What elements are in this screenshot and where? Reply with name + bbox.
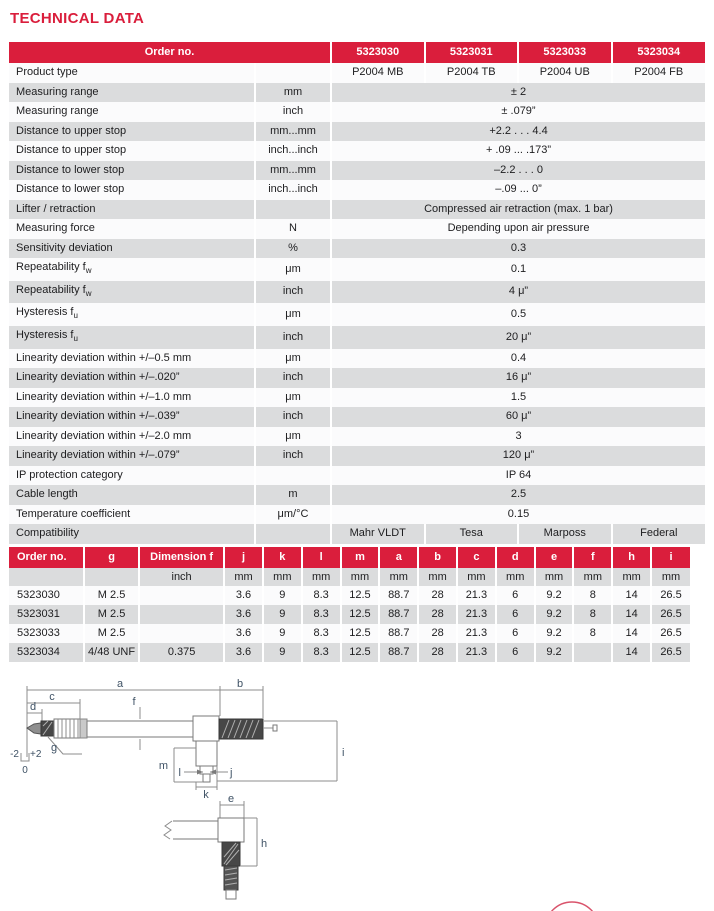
dim-row-5323034 <box>9 643 690 662</box>
spec-unit: mm...mm <box>255 161 331 181</box>
dim-unit: mm <box>302 568 341 586</box>
spec-param-label: Distance to upper stop <box>9 122 255 142</box>
spec-value: P2004 TB <box>425 63 519 83</box>
dim-label-l: l <box>178 767 181 779</box>
dim-label-d: d <box>29 701 37 713</box>
dim-value: 0.375 <box>139 643 224 662</box>
spec-row-17 <box>9 407 705 427</box>
dim-header-m: m <box>341 547 380 568</box>
spec-row-5 <box>9 161 705 181</box>
dim-value: 21.3 <box>457 605 496 624</box>
spec-value-span: 0.3 <box>331 239 705 259</box>
scale-zero: 0 <box>22 765 28 776</box>
dim-header-b: b <box>418 547 457 568</box>
spec-value-span: ± .079” <box>331 102 705 122</box>
dim-value: 28 <box>418 624 457 643</box>
spec-param-label: Distance to upper stop <box>9 141 255 161</box>
dim-value: 28 <box>418 605 457 624</box>
dim-value: 8.3 <box>302 605 341 624</box>
dim-value: 8.3 <box>302 643 341 662</box>
spec-value-span: 1.5 <box>331 388 705 408</box>
spec-param-label: Linearity deviation within +/–2.0 mm <box>9 427 255 447</box>
spec-table <box>9 42 705 544</box>
spec-row-11 <box>9 281 705 304</box>
spec-row-20 <box>9 466 705 486</box>
dim-value: 88.7 <box>379 624 418 643</box>
spec-param-label: Measuring range <box>9 102 255 122</box>
connector-mid <box>200 766 213 774</box>
spec-table-body <box>9 63 705 544</box>
dim-value: 26.5 <box>651 586 690 605</box>
spec-value-span: 0.4 <box>331 349 705 369</box>
dim-value: 3.6 <box>224 586 263 605</box>
spec-header-order-5323033: 5323033 <box>518 42 612 63</box>
dim-unit: mm <box>457 568 496 586</box>
dim-value: 14 <box>612 605 651 624</box>
dim-label-i: i <box>342 747 345 759</box>
spec-value-span: +2.2 . . . 4.4 <box>331 122 705 142</box>
dim-label-e: e <box>227 793 235 805</box>
dim-row-5323030 <box>9 586 690 605</box>
dim-unit: mm <box>573 568 612 586</box>
spec-unit: μm <box>255 258 331 281</box>
spec-unit: % <box>255 239 331 259</box>
spec-value-span: 3 <box>331 427 705 447</box>
spec-row-6 <box>9 180 705 200</box>
spec-value-span: 20 μ” <box>331 326 705 349</box>
spec-row-3 <box>9 122 705 142</box>
spec-row-13 <box>9 326 705 349</box>
dimension-drawing <box>0 676 714 911</box>
dim-value: 88.7 <box>379 605 418 624</box>
dim-unit: mm <box>418 568 457 586</box>
side-cap <box>226 890 236 899</box>
dim-header-g: g <box>84 547 139 568</box>
dim-value: 5323030 <box>9 586 84 605</box>
dim-value: 28 <box>418 586 457 605</box>
dim-value: 14 <box>612 624 651 643</box>
spec-unit: μm <box>255 427 331 447</box>
spec-row-7 <box>9 200 705 220</box>
spec-unit: inch <box>255 407 331 427</box>
dim-label-c: c <box>49 691 55 703</box>
spec-value-span: Compressed air retraction (max. 1 bar) <box>331 200 705 220</box>
spec-value-span: 4 μ” <box>331 281 705 304</box>
spec-row-8 <box>9 219 705 239</box>
dim-value: 26.5 <box>651 605 690 624</box>
spec-param-label: Temperature coefficient <box>9 505 255 525</box>
spec-param-label: Linearity deviation within +/–.079” <box>9 446 255 466</box>
spec-value-span: 0.1 <box>331 258 705 281</box>
dim-value: 5323033 <box>9 624 84 643</box>
dim-value: 26.5 <box>651 624 690 643</box>
spec-row-15 <box>9 368 705 388</box>
dim-value: 21.3 <box>457 586 496 605</box>
spec-value: Federal <box>612 524 706 544</box>
spec-param-label: Compatibility <box>9 524 255 544</box>
dim-unit: mm <box>379 568 418 586</box>
spec-row-16 <box>9 388 705 408</box>
dim-unit: inch <box>139 568 224 586</box>
dim-value: 6 <box>496 605 535 624</box>
dim-value: 8.3 <box>302 586 341 605</box>
probe-pin <box>273 725 277 731</box>
dimension-table <box>9 547 690 662</box>
scale-plus2: +2 <box>30 749 42 760</box>
spec-value: P2004 MB <box>331 63 425 83</box>
spec-param-label: Measuring range <box>9 83 255 103</box>
spec-param-label: Sensitivity deviation <box>9 239 255 259</box>
dim-unit: mm <box>535 568 574 586</box>
spec-param-label: Product type <box>9 63 255 83</box>
dim-value: 9 <box>263 643 302 662</box>
probe-head <box>193 716 219 741</box>
spec-header-order-5323031: 5323031 <box>425 42 519 63</box>
spec-param-label: Linearity deviation within +/–.039” <box>9 407 255 427</box>
spec-value-span: 0.5 <box>331 303 705 326</box>
spec-value-span: ± 2 <box>331 83 705 103</box>
dim-label-m: m <box>158 760 168 772</box>
spec-param-label: Linearity deviation within +/–1.0 mm <box>9 388 255 408</box>
dim-unit: mm <box>651 568 690 586</box>
spec-row-10 <box>9 258 705 281</box>
spec-param-label: Measuring force <box>9 219 255 239</box>
spec-unit: N <box>255 219 331 239</box>
spec-value-span: 2.5 <box>331 485 705 505</box>
dim-value: 12.5 <box>341 624 380 643</box>
spec-param-label: Distance to lower stop <box>9 180 255 200</box>
dim-value: M 2.5 <box>84 586 139 605</box>
spec-row-19 <box>9 446 705 466</box>
dim-value: 28 <box>418 643 457 662</box>
dim-header-e: e <box>535 547 574 568</box>
spec-param-label: IP protection category <box>9 466 255 486</box>
dim-value: 8.3 <box>302 624 341 643</box>
dim-value: 3.6 <box>224 643 263 662</box>
dim-value: 12.5 <box>341 586 380 605</box>
dim-value: 3.6 <box>224 624 263 643</box>
spec-unit: inch <box>255 446 331 466</box>
dim-label-k: k <box>203 789 209 801</box>
spec-param-label: Lifter / retraction <box>9 200 255 220</box>
dim-value: M 2.5 <box>84 605 139 624</box>
spec-unit: inch <box>255 281 331 304</box>
dim-header-Dimension f: Dimension f <box>139 547 224 568</box>
spec-unit: inch...inch <box>255 141 331 161</box>
spec-param-label: Linearity deviation within +/–0.5 mm <box>9 349 255 369</box>
dimension-drawing-front <box>10 678 344 801</box>
dim-unit: mm <box>612 568 651 586</box>
dim-header-c: c <box>457 547 496 568</box>
spec-row-4 <box>9 141 705 161</box>
dim-row-5323031 <box>9 605 690 624</box>
spec-param-label: Repeatability $f_w$ <box>9 258 255 281</box>
spec-row-18 <box>9 427 705 447</box>
spec-unit <box>255 466 331 486</box>
spec-header-order-no: Order no. <box>9 42 331 63</box>
dim-value: M 2.5 <box>84 624 139 643</box>
dim-header-a: a <box>379 547 418 568</box>
spec-value-span: –.09 ... 0” <box>331 180 705 200</box>
dim-value: 6 <box>496 586 535 605</box>
spec-row-14 <box>9 349 705 369</box>
dim-value: 9.2 <box>535 586 574 605</box>
side-block <box>218 818 244 842</box>
spec-unit <box>255 524 331 544</box>
spec-value-span: –2.2 . . . 0 <box>331 161 705 181</box>
spec-param-label: Distance to lower stop <box>9 161 255 181</box>
dim-unit <box>84 568 139 586</box>
dim-header-d: d <box>496 547 535 568</box>
dim-value: 14 <box>612 586 651 605</box>
spec-param-label: Repeatability $f_w$ <box>9 281 255 304</box>
spec-unit: μm/°C <box>255 505 331 525</box>
dim-header-Order no.: Order no. <box>9 547 84 568</box>
dimension-table-body <box>9 568 690 662</box>
spec-unit: inch <box>255 326 331 349</box>
dim-label-j: j <box>230 767 233 779</box>
dim-header-h: h <box>612 547 651 568</box>
dim-label-g: g <box>50 742 58 754</box>
spec-row-23 <box>9 524 705 544</box>
spec-param-label: Hysteresis $f_u$ <box>9 303 255 326</box>
dim-value: 5323034 <box>9 643 84 662</box>
dim-label-h: h <box>261 838 268 850</box>
spec-unit: inch <box>255 102 331 122</box>
dim-header-k: k <box>263 547 302 568</box>
spec-row-9 <box>9 239 705 259</box>
dimension-header-row <box>9 547 690 568</box>
spec-value: P2004 FB <box>612 63 706 83</box>
page-title: TECHNICAL DATA <box>10 10 145 27</box>
spec-unit: m <box>255 485 331 505</box>
spec-value: Marposs <box>518 524 612 544</box>
dim-unit: mm <box>341 568 380 586</box>
dim-unit: mm <box>263 568 302 586</box>
spec-param-label: Linearity deviation within +/–.020” <box>9 368 255 388</box>
dim-header-f: f <box>573 547 612 568</box>
dim-value: 88.7 <box>379 643 418 662</box>
spec-param-label: Cable length <box>9 485 255 505</box>
dim-value: 8 <box>573 586 612 605</box>
dim-value: 21.3 <box>457 643 496 662</box>
spec-unit: μm <box>255 303 331 326</box>
spec-unit: mm <box>255 83 331 103</box>
dim-header-l: l <box>302 547 341 568</box>
dim-value: 9 <box>263 624 302 643</box>
spec-value-span: + .09 ... .173” <box>331 141 705 161</box>
dim-value: 88.7 <box>379 586 418 605</box>
dim-value: 3.6 <box>224 605 263 624</box>
dim-unit: mm <box>224 568 263 586</box>
spec-value-span: 120 μ” <box>331 446 705 466</box>
spec-row-2 <box>9 102 705 122</box>
dim-unit: mm <box>496 568 535 586</box>
dim-value: 4/48 UNF <box>84 643 139 662</box>
spec-value: P2004 UB <box>518 63 612 83</box>
dim-value <box>139 605 224 624</box>
dim-value: 9 <box>263 605 302 624</box>
spec-unit: inch...inch <box>255 180 331 200</box>
spec-row-1 <box>9 83 705 103</box>
dim-value: 9.2 <box>535 605 574 624</box>
dim-label-a: a <box>116 678 124 690</box>
dim-header-i: i <box>651 547 690 568</box>
spec-value: Mahr VLDT <box>331 524 425 544</box>
dim-value: 5323031 <box>9 605 84 624</box>
spec-row-0 <box>9 63 705 83</box>
dim-row-5323033 <box>9 624 690 643</box>
dim-label-f: f <box>132 696 136 708</box>
probe-shaft <box>87 721 193 737</box>
spec-header-order-5323034: 5323034 <box>612 42 706 63</box>
connector-body <box>196 741 217 766</box>
spec-unit: mm...mm <box>255 122 331 142</box>
dim-value: 9.2 <box>535 624 574 643</box>
dim-header-j: j <box>224 547 263 568</box>
dim-value: 12.5 <box>341 605 380 624</box>
dim-value <box>139 586 224 605</box>
spec-header-order-5323030: 5323030 <box>331 42 425 63</box>
dim-value: 9 <box>263 586 302 605</box>
spec-value-span: 16 μ” <box>331 368 705 388</box>
dim-unit <box>9 568 84 586</box>
dim-value: 9.2 <box>535 643 574 662</box>
dim-value <box>573 643 612 662</box>
dim-value <box>139 624 224 643</box>
spec-value-span: Depending upon air pressure <box>331 219 705 239</box>
dim-value: 12.5 <box>341 643 380 662</box>
dim-value: 6 <box>496 624 535 643</box>
scale-minus2: -2 <box>10 749 19 760</box>
dim-value: 8 <box>573 605 612 624</box>
spec-unit <box>255 63 331 83</box>
spec-row-21 <box>9 485 705 505</box>
spec-value-span: IP 64 <box>331 466 705 486</box>
spec-unit: μm <box>255 349 331 369</box>
dim-value: 8 <box>573 624 612 643</box>
dim-value: 6 <box>496 643 535 662</box>
side-shaft <box>170 821 218 839</box>
spec-value-span: 60 μ” <box>331 407 705 427</box>
spec-unit <box>255 200 331 220</box>
dim-value: 21.3 <box>457 624 496 643</box>
spec-value: Tesa <box>425 524 519 544</box>
spec-param-label: Hysteresis $f_u$ <box>9 326 255 349</box>
dimension-drawing-side <box>164 793 267 899</box>
spec-header-row <box>9 42 705 63</box>
dim-units-row <box>9 568 690 586</box>
spec-value-span: 0.15 <box>331 505 705 525</box>
dim-value: 14 <box>612 643 651 662</box>
spec-row-12 <box>9 303 705 326</box>
probe-collar <box>80 719 87 738</box>
connector-stem <box>203 774 210 782</box>
spec-unit: inch <box>255 368 331 388</box>
new-badge-arc <box>545 902 599 911</box>
probe-tip <box>27 723 41 734</box>
dim-value: 26.5 <box>651 643 690 662</box>
spec-row-22 <box>9 505 705 525</box>
dim-label-b: b <box>236 678 244 690</box>
spec-unit: μm <box>255 388 331 408</box>
